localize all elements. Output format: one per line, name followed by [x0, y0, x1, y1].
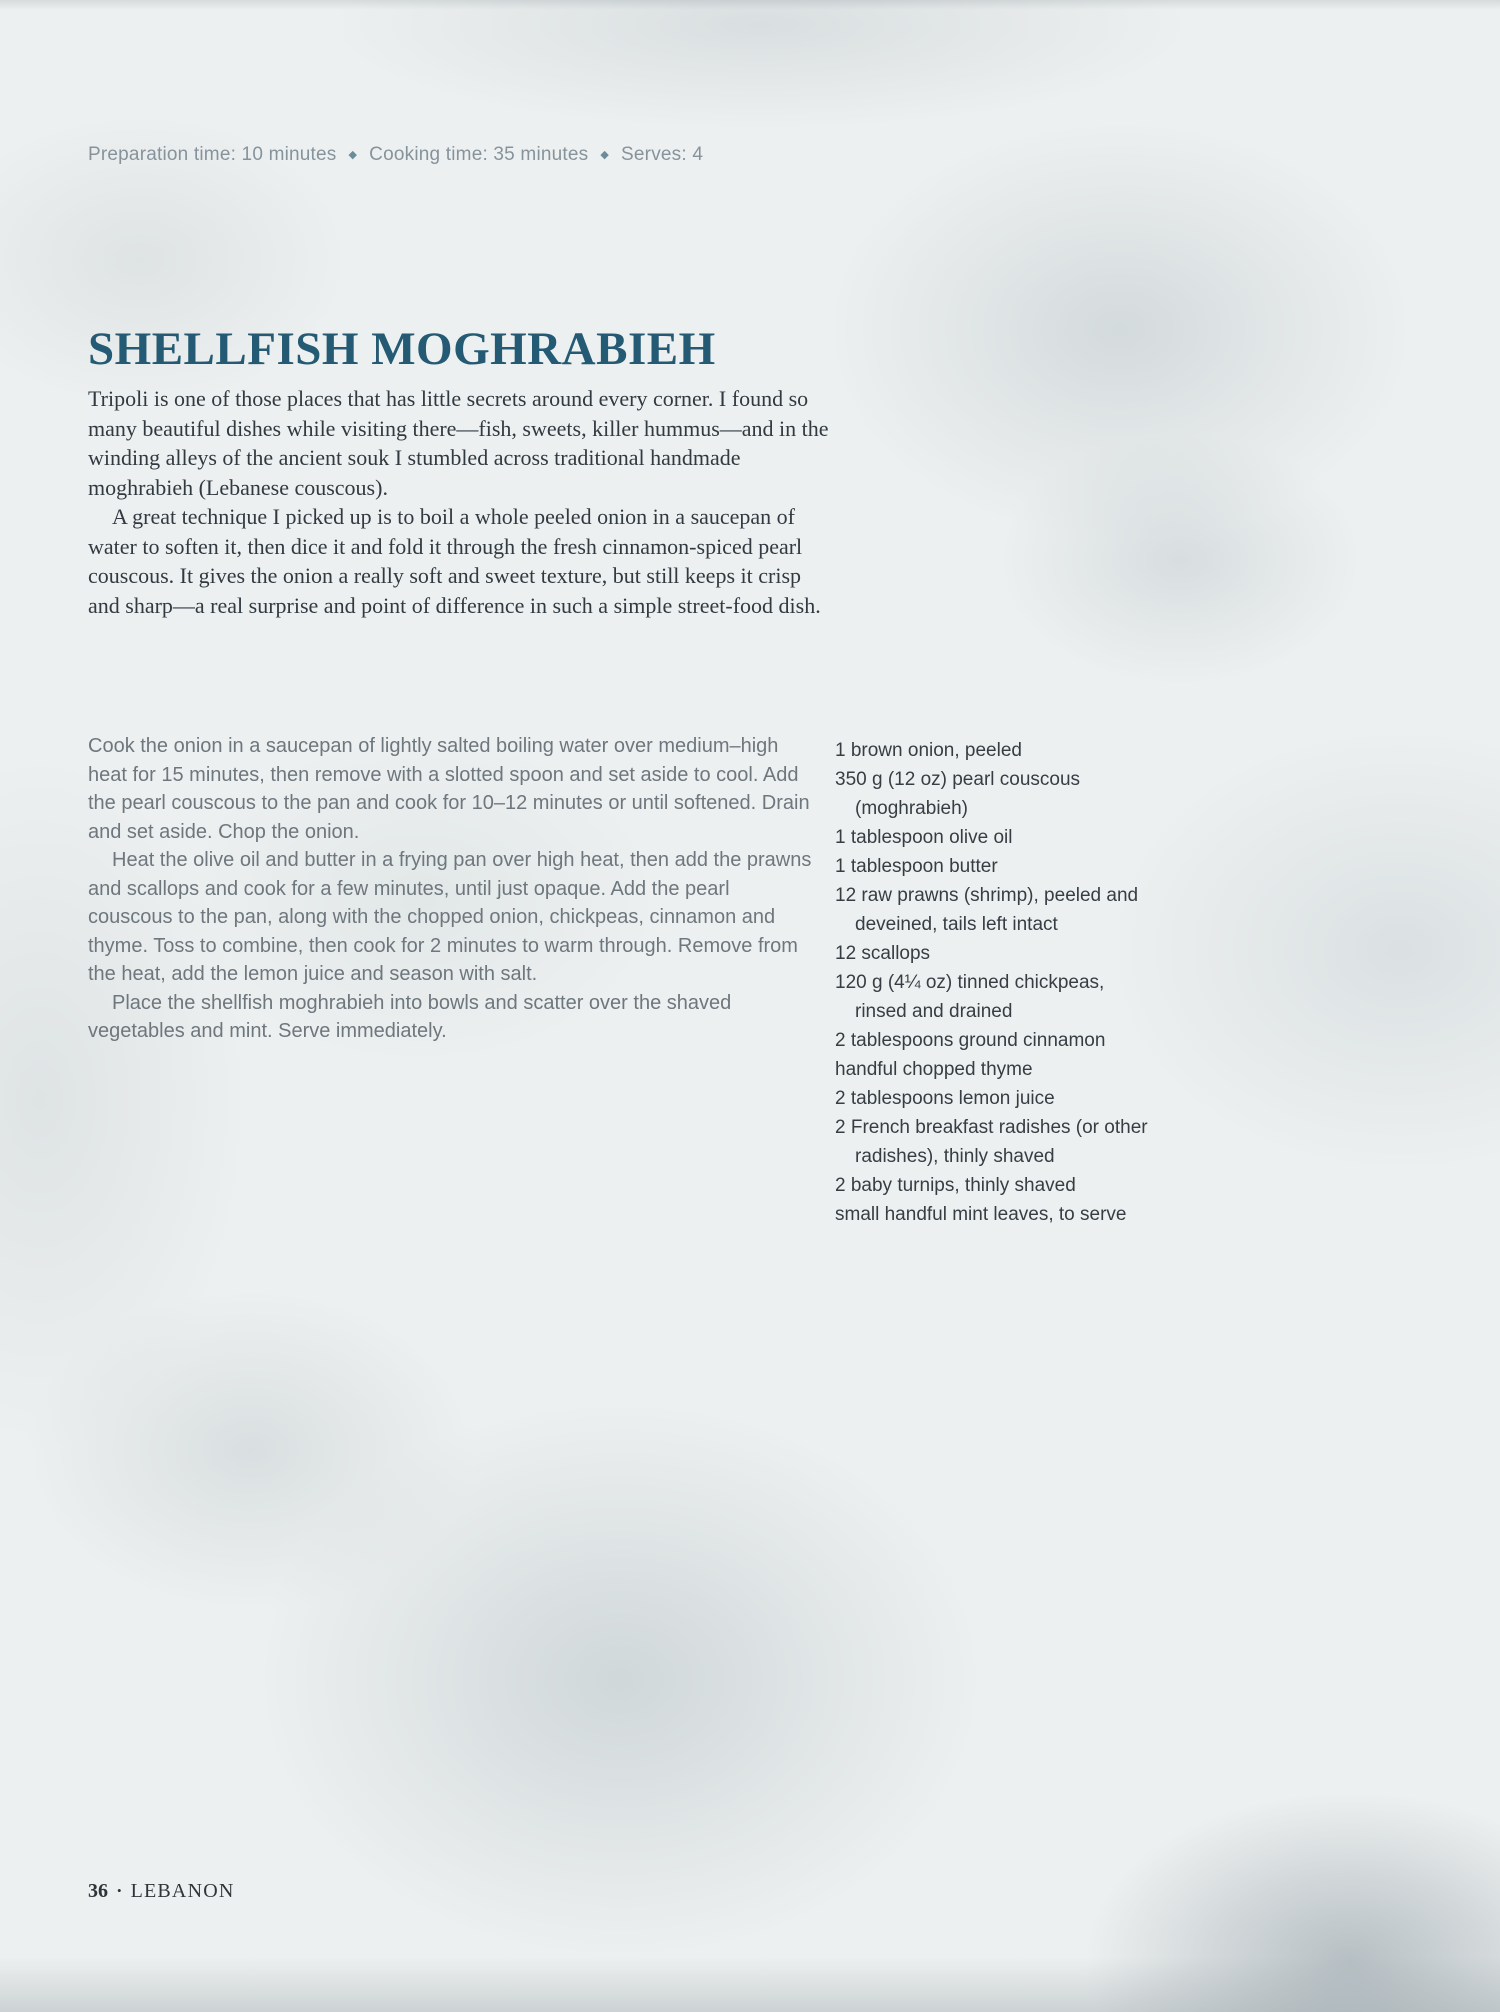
recipe-title: SHELLFISH MOGHRABIEH	[88, 323, 716, 375]
ingredient-item: 120 g (4¼ oz) tinned chickpeas, rinsed and drained	[835, 972, 1105, 1022]
ingredient-item: 12 raw prawns (shrimp), peeled and deveined, tails left intact	[835, 885, 1139, 935]
ingredient-item: 2 French breakfast radishes (or other radishes), thinly shaved	[835, 1117, 1148, 1167]
intro-paragraph: Tripoli is one of those places that has little secrets around every corner. I found so many beautiful dishes while visiting there—fish, sweets, killer hummus—and in the winding alleys of the ancient souk I stumbled across traditional handmade moghrabieh (Lebanese couscous).	[88, 386, 829, 500]
recipe-intro	[88, 384, 833, 620]
ingredient-item: 1 tablespoon olive oil	[835, 827, 1013, 848]
ingredients-column	[835, 736, 1155, 1229]
ingredient-item: 2 tablespoons ground cinnamon	[835, 1030, 1106, 1051]
recipe-meta	[88, 144, 703, 166]
ingredient-item: 2 tablespoons lemon juice	[835, 1088, 1055, 1109]
page-number: 36	[88, 1880, 108, 1902]
cook-time-label: Cooking time: 35 minutes	[369, 144, 589, 165]
ingredient-item: 1 brown onion, peeled	[835, 740, 1022, 761]
prep-time-label: Preparation time: 10 minutes	[88, 144, 337, 165]
ingredient-item: 2 baby turnips, thinly shaved	[835, 1175, 1076, 1196]
method-paragraph: Cook the onion in a saucepan of lightly salted boiling water over medium–high heat for 15 minutes, then remove with a slotted spoon and set aside to cool. Add the pearl couscous to the pan and cook for 10–12 minutes or until softened. Drain and set aside. Chop the onion.	[88, 735, 810, 843]
method-paragraph: Heat the olive oil and butter in a frying pan over high heat, then add the prawns and scallops and cook for a few minutes, until just opaque. Add the pearl couscous to the pan, along with the chopped onion, chickpeas, cinnamon and thyme. Toss to combine, then cook for 2 minutes to warm through. Remove from the heat, add the lemon juice and season with salt.	[88, 849, 812, 985]
ingredient-item: 12 scallops	[835, 943, 931, 964]
ingredient-item: handful chopped thyme	[835, 1059, 1033, 1080]
intro-paragraph: A great technique I picked up is to boil a whole peeled onion in a saucepan of water to soften it, then dice it and fold it through the fresh cinnamon-spiced pearl couscous. It gives the onion a really soft and sweet texture, but still keeps it crisp and sharp—a real surprise and point of difference in such a simple street-food dish.	[88, 504, 821, 618]
diamond-separator-icon: ◆	[600, 149, 610, 161]
page-footer	[88, 1880, 235, 1903]
diamond-separator-icon: ◆	[348, 149, 358, 161]
ingredient-item: 350 g (12 oz) pearl couscous (moghrabieh)	[835, 769, 1081, 819]
ingredient-item: small handful mint leaves, to serve	[835, 1204, 1127, 1225]
method-paragraph: Place the shellfish moghrabieh into bowls and scatter over the shaved vegetables and mint. Serve immediately.	[88, 991, 732, 1042]
footer-separator-icon: •	[117, 1883, 122, 1898]
ingredient-item: 1 tablespoon butter	[835, 856, 998, 877]
serves-label: Serves: 4	[621, 144, 704, 165]
section-name: LEBANON	[130, 1880, 235, 1902]
method-column	[88, 732, 818, 1046]
